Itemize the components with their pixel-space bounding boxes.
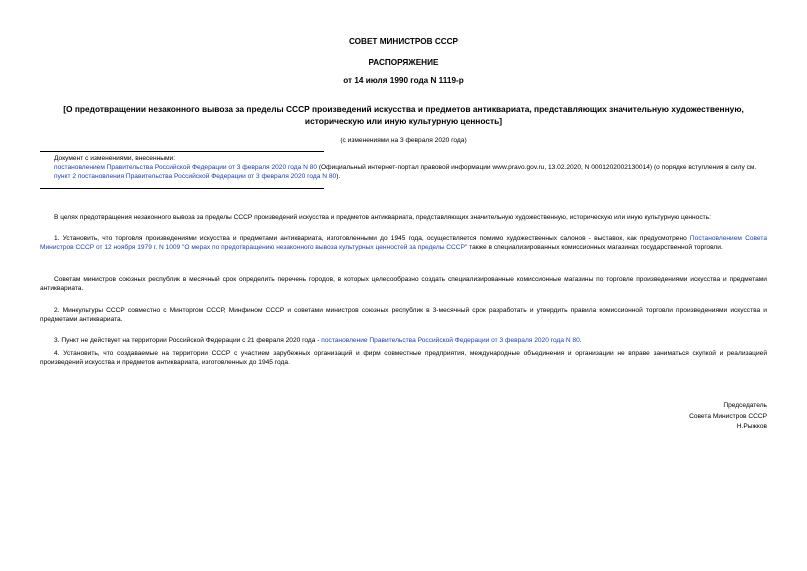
paragraph-1b-text: Советам министров союзных республик в месячный срок определить перечень городов, в которых целесообразно создать специализированные комиссионные магазины по торговле произведениями искусства и предметами антиквариата. [40,276,767,292]
organization-heading: СОВЕТ МИНИСТРОВ СССР [348,37,459,46]
paragraph-2-text: 2. Минкультуры СССР совместно с Минторгом СССР, Минфином СССР и советами министров союзных республик в 3-месячный срок разработать и утвердить правила комиссионной торговли произведениями искусства и предметами антиквариата. [40,307,767,323]
paragraph-1-part-b: также в специализированных комиссионных магазинах государственной торговли. [467,243,723,251]
paragraph-4 [40,350,767,368]
paragraph-1-link[interactable]: Постановлением Совета Министров СССР от 12 ноября 1979 г. N 1009 "О мерах по предотвращению незаконного вывоза культурных ценностей за пределы СССР" [40,235,767,251]
signature-position: Председатель [723,402,767,409]
top-divider [40,151,324,152]
paragraph-3-end: . [579,337,582,344]
paragraph-4-text: 4. Установить, что создаваемые на территории СССР с участием зарубежных организаций и фирм совместные предприятия, международные объединения и организации не вправе заниматься скупкой и реализацией произведений искусства и предметов антиквариата, изготовленных до 1945 года. [40,350,767,366]
preamble-paragraph [40,214,767,223]
paragraph-1 [40,235,767,253]
preamble-text: В целях предотвращения незаконного вывоза за пределы СССР произведений искусства и предметов антиквариата, представляющих значительную художественную, историческую или иную культурную ценность: [54,214,711,221]
signature-block [689,401,767,433]
changes-source-text: (Официальный интернет-портал правовой информации www.pravo.gov.ru, 13.02.2020, N 0001202002130014) (о порядке вступления в силу см. [317,163,757,171]
signature-name: Н.Рыжков [736,423,767,431]
paragraph-3-part-a: 3. Пункт не действует на территории Российской Федерации с 21 февраля 2020 года - [54,337,322,344]
paragraph-1-part-a: 1. Установить, что торговля произведениями искусства и предметами антиквариата, изготовленными до 1945 года, осуществляется помимо художественных салонов - выставок, как предусмотрено [54,235,690,242]
changes-link-resolution[interactable]: постановлением Правительства Российской Федерации от 3 февраля 2020 года N 80 [54,163,318,171]
changes-link-point2[interactable]: пункт 2 постановления Правительства Российской Федерации от 3 февраля 2020 года N 80 [54,172,337,180]
paragraph-3 [40,337,767,346]
paragraph-3-link[interactable]: постановление Правительства Российской Федерации от 3 февраля 2020 года N 80 [321,337,580,344]
changes-block [40,155,767,182]
edition-note: (с изменениями на 3 февраля 2020 года) [340,137,467,144]
bottom-divider [40,188,324,189]
changes-end-text: ). [336,172,341,180]
paragraph-1b [40,276,767,294]
changes-text [40,164,767,182]
date-number-heading: от 14 июля 1990 года N 1119-р [343,76,464,85]
paragraph-2 [40,307,767,325]
paragraph-1-text [40,235,767,253]
paragraph-3-text [40,337,767,346]
signature-organization: Совета Министров СССР [689,412,767,420]
document-type-heading: РАСПОРЯЖЕНИЕ [368,58,439,67]
document-title: [О предотвращении незаконного вывоза за пределы СССР произведений искусства и предметов антиквариата, представляющих значительную художественную, историческую или иную культурную ценность] [63,104,744,126]
changes-intro: Документ с изменениями, внесенными: [54,155,176,162]
